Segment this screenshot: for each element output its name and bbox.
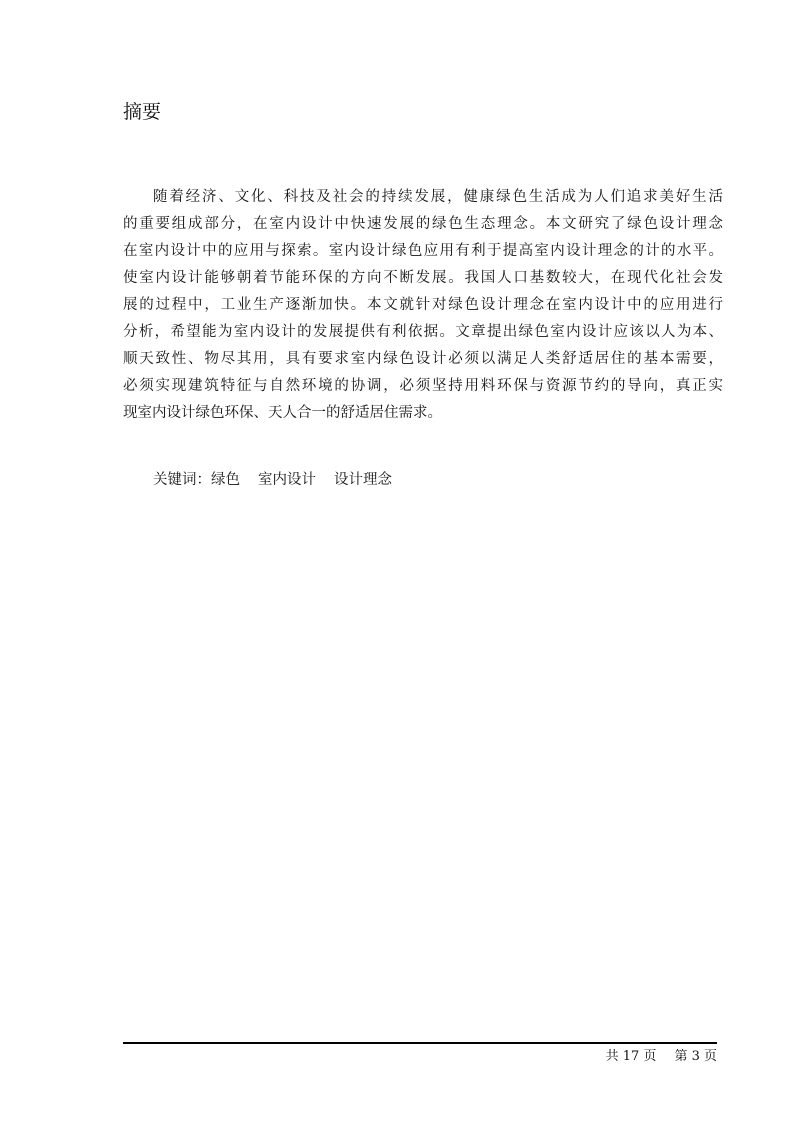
abstract-line: 的重要组成部分，在室内设计中快速发展的绿色生态理念。本文研究了绿色设计理念 [123, 216, 723, 232]
abstract-line: 随着经济、文化、科技及社会的持续发展，健康绿色生活成为人们追求美好生活 [153, 189, 723, 205]
abstract-line: 展的过程中，工业生产逐渐加快。本文就针对绿色设计理念在室内设计中的应用进行 [123, 297, 723, 313]
footer-divider [123, 1042, 717, 1044]
abstract-body [123, 184, 723, 427]
keyword-item: 绿色 [211, 472, 240, 488]
abstract-line: 必须实现建筑特征与自然环境的协调，必须坚持用料环保与资源节约的导向，真正实 [123, 378, 723, 394]
current-page-text: 第 3 页 [674, 1049, 717, 1064]
abstract-line: 使室内设计能够朝着节能环保的方向不断发展。我国人口基数较大，在现代化社会发 [123, 270, 723, 286]
page-footer [606, 1047, 717, 1067]
total-pages-text: 共 17 页 [605, 1049, 657, 1064]
keyword-item: 设计理念 [334, 472, 392, 488]
abstract-line: 分析，希望能为室内设计的发展提供有利依据。文章提出绿色室内设计应该以人为本、 [123, 324, 723, 340]
abstract-line: 在室内设计中的应用与探索。室内设计绿色应用有利于提高室内设计理念的计的水平。 [123, 243, 723, 259]
abstract-line: 顺天致性、物尽其用，具有要求室内绿色设计必须以满足人类舒适居住的基本需要， [123, 351, 723, 367]
keywords-line [153, 468, 392, 492]
abstract-line: 现室内设计绿色环保、天人合一的舒适居住需求。 [123, 405, 442, 421]
keywords-label: 关键词： [153, 472, 211, 488]
page-title: 摘要 [123, 101, 162, 123]
keyword-item: 室内设计 [258, 472, 316, 488]
